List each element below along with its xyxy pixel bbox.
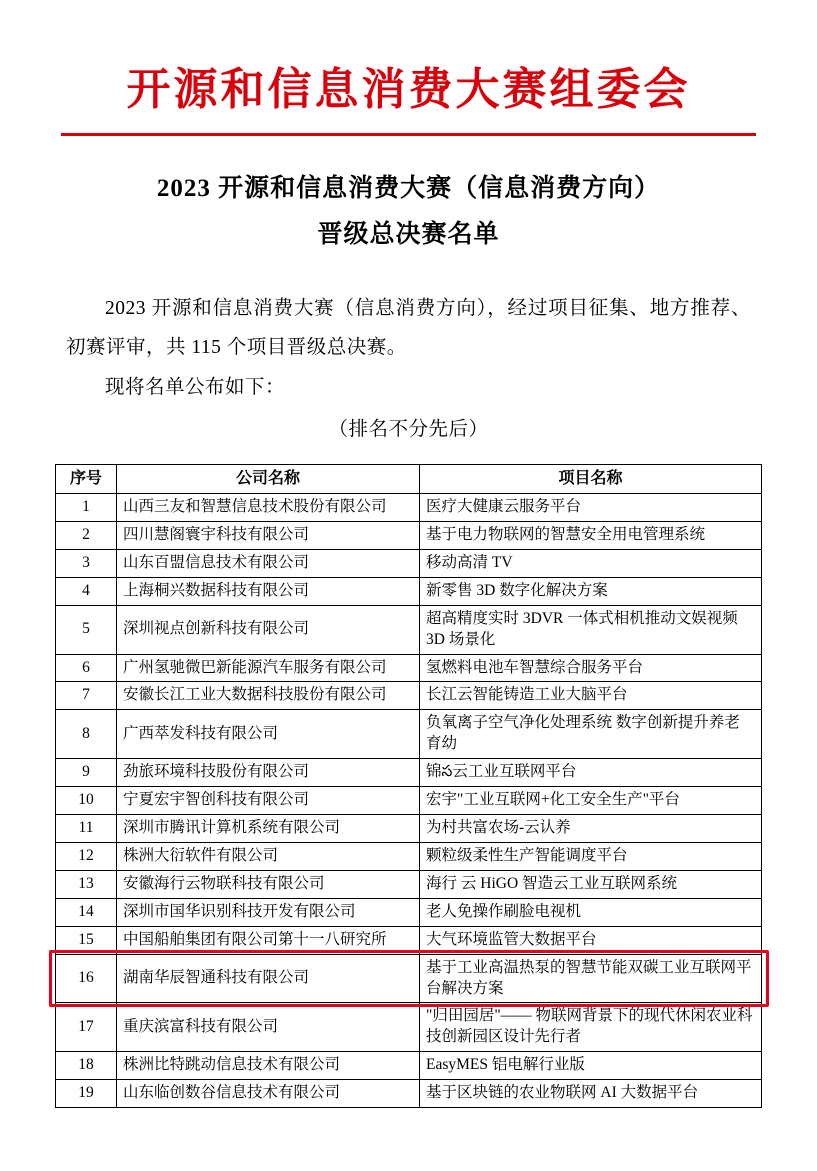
cell-project: 移动高清 TV (420, 549, 762, 577)
cell-no: 5 (56, 605, 117, 654)
cell-project: 大气环境监管大数据平台 (420, 926, 762, 954)
table-row (56, 870, 762, 898)
cell-no: 13 (56, 870, 117, 898)
cell-no: 17 (56, 1003, 117, 1052)
header-company: 公司名称 (117, 465, 420, 494)
table-row (56, 493, 762, 521)
cell-project: 锦స云工业互联网平台 (420, 759, 762, 787)
cell-company: 安徽长江工业大数据科技股份有限公司 (117, 682, 420, 710)
cell-company: 深圳市国华识别科技开发有限公司 (117, 898, 420, 926)
cell-company: 广州氢驰微巴新能源汽车服务有限公司 (117, 654, 420, 682)
cell-no: 15 (56, 926, 117, 954)
table-row (56, 605, 762, 654)
table-row (56, 842, 762, 870)
cell-company: 广西萃发科技有限公司 (117, 710, 420, 759)
cell-no: 16 (56, 954, 117, 1003)
cell-no: 6 (56, 654, 117, 682)
cell-no: 11 (56, 815, 117, 843)
cell-no: 8 (56, 710, 117, 759)
table-row (56, 549, 762, 577)
cell-company: 重庆滨富科技有限公司 (117, 1003, 420, 1052)
cell-company: 劲旅环境科技股份有限公司 (117, 759, 420, 787)
cell-project: 医疗大健康云服务平台 (420, 493, 762, 521)
table-row (56, 787, 762, 815)
cell-no: 4 (56, 577, 117, 605)
body-text (48, 289, 769, 409)
cell-project: 为村共富农场-云认养 (420, 815, 762, 843)
cell-project: "归田园居"—— 物联网背景下的现代休闲农业科技创新园区设计先行者 (420, 1003, 762, 1052)
cell-project: 颗粒级柔性生产智能调度平台 (420, 842, 762, 870)
cell-company: 宁夏宏宇智创科技有限公司 (117, 787, 420, 815)
table-body (56, 493, 762, 1107)
table-row (56, 759, 762, 787)
cell-company: 株洲比特跳动信息技术有限公司 (117, 1052, 420, 1080)
cell-project: 长江云智能铸造工业大脑平台 (420, 682, 762, 710)
cell-project: 海行 云 HiGO 智造云工业互联网系统 (420, 870, 762, 898)
table-header-row (56, 465, 762, 494)
cell-company: 四川慧阁寰宇科技有限公司 (117, 521, 420, 549)
cell-no: 1 (56, 493, 117, 521)
cell-company: 深圳视点创新科技有限公司 (117, 605, 420, 654)
table-row (56, 815, 762, 843)
cell-project: 新零售 3D 数字化解决方案 (420, 577, 762, 605)
table-row (56, 710, 762, 759)
table-row (56, 898, 762, 926)
cell-project: EasyMES 铝电解行业版 (420, 1052, 762, 1080)
letterhead-title: 开源和信息消费大赛组委会 (126, 65, 691, 114)
cell-no: 10 (56, 787, 117, 815)
cell-company: 深圳市腾讯计算机系统有限公司 (117, 815, 420, 843)
table-row (56, 577, 762, 605)
cell-company: 湖南华辰智通科技有限公司 (117, 954, 420, 1003)
cell-no: 14 (56, 898, 117, 926)
page-title-line2: 晋级总决赛名单 (317, 221, 500, 249)
cell-company: 中国船舶集团有限公司第十一八研究所 (117, 926, 420, 954)
table-row (56, 682, 762, 710)
page-title (48, 166, 769, 259)
body-paragraph-1: 2023 开源和信息消费大赛（信息消费方向），经过项目征集、地方推荐、初赛评审，共 115 个项目晋级总决赛。 (66, 297, 751, 359)
table-row (56, 1080, 762, 1108)
body-paragraph-2: 现将名单公布如下： (105, 377, 286, 399)
cell-project: 基于区块链的农业物联网 AI 大数据平台 (420, 1080, 762, 1108)
table-row (56, 1003, 762, 1052)
cell-company: 株洲大衍软件有限公司 (117, 842, 420, 870)
letterhead (48, 0, 769, 136)
finalist-table (55, 464, 762, 1108)
table-row (56, 926, 762, 954)
table-row (56, 654, 762, 682)
letterhead-divider (61, 133, 756, 136)
cell-no: 7 (56, 682, 117, 710)
cell-company: 山东百盟信息技术有限公司 (117, 549, 420, 577)
cell-project: 氢燃料电池车智慧综合服务平台 (420, 654, 762, 682)
cell-no: 9 (56, 759, 117, 787)
table-row (56, 1052, 762, 1080)
cell-project: 基于电力物联网的智慧安全用电管理系统 (420, 521, 762, 549)
cell-no: 18 (56, 1052, 117, 1080)
header-no: 序号 (56, 465, 117, 494)
cell-no: 19 (56, 1080, 117, 1108)
cell-company: 安徽海行云物联科技有限公司 (117, 870, 420, 898)
cell-project: 老人免操作刷脸电视机 (420, 898, 762, 926)
cell-company: 上海桐兴数据科技有限公司 (117, 577, 420, 605)
page-title-line1: 2023 开源和信息消费大赛（信息消费方向） (156, 175, 661, 202)
cell-company: 山东临创数谷信息技术有限公司 (117, 1080, 420, 1108)
table-row (56, 521, 762, 549)
cell-no: 12 (56, 842, 117, 870)
cell-company: 山西三友和智慧信息技术股份有限公司 (117, 493, 420, 521)
cell-no: 3 (56, 549, 117, 577)
cell-project: 超高精度实时 3DVR 一体式相机推动文娱视频 3D 场景化 (420, 605, 762, 654)
cell-project: 基于工业高温热泵的智慧节能双碳工业互联网平台解决方案 (420, 954, 762, 1003)
header-project: 项目名称 (420, 465, 762, 494)
cell-project: 宏宇"工业互联网+化工安全生产"平台 (420, 787, 762, 815)
table-row (56, 954, 762, 1003)
cell-project: 负氧离子空气净化处理系统 数字创新提升养老育幼 (420, 710, 762, 759)
cell-no: 2 (56, 521, 117, 549)
ranking-note: （排名不分先后） (328, 419, 489, 441)
